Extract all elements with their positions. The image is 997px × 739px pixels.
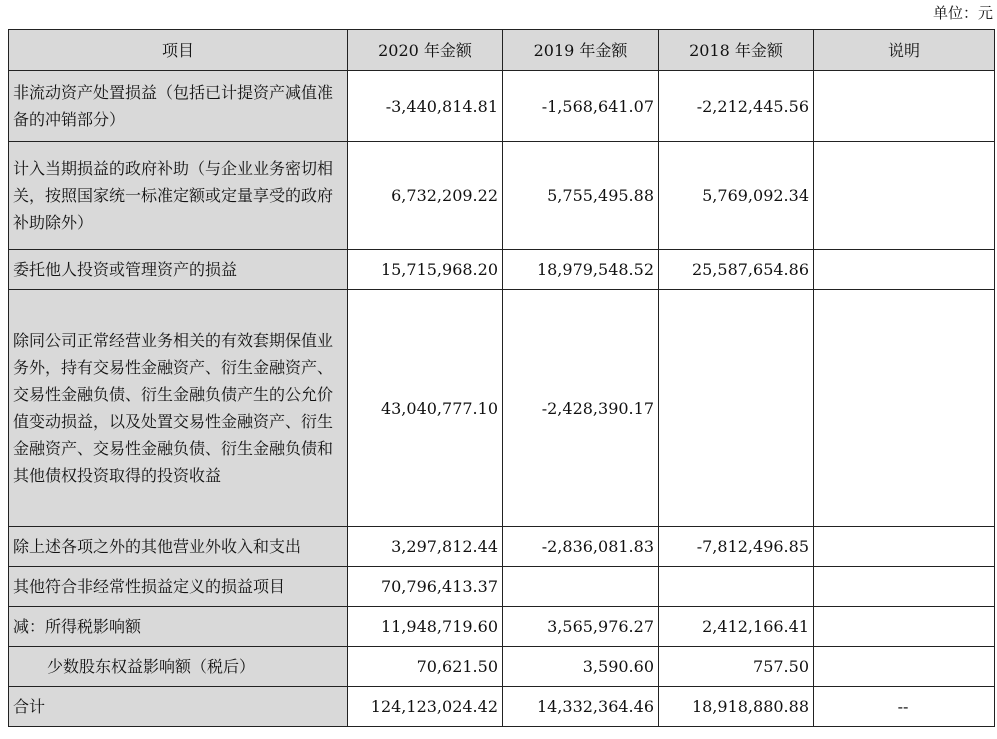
row-2019: 5,755,495.88 bbox=[503, 142, 659, 250]
row-note bbox=[814, 607, 995, 647]
row-2020: 11,948,719.60 bbox=[348, 607, 503, 647]
row-note: -- bbox=[814, 687, 995, 727]
row-2020: 70,796,413.37 bbox=[348, 567, 503, 607]
table-row bbox=[9, 567, 995, 607]
table-row bbox=[9, 607, 995, 647]
row-2018: 5,769,092.34 bbox=[659, 142, 814, 250]
row-2019: 3,590.60 bbox=[503, 647, 659, 687]
table-row bbox=[9, 647, 995, 687]
table-row-total bbox=[9, 687, 995, 727]
row-item: 委托他人投资或管理资产的损益 bbox=[9, 250, 348, 290]
row-note bbox=[814, 647, 995, 687]
row-2019: 14,332,364.46 bbox=[503, 687, 659, 727]
row-item: 除上述各项之外的其他营业外收入和支出 bbox=[9, 527, 348, 567]
row-note bbox=[814, 567, 995, 607]
row-2020: 6,732,209.22 bbox=[348, 142, 503, 250]
row-2020: 3,297,812.44 bbox=[348, 527, 503, 567]
row-2019: 3,565,976.27 bbox=[503, 607, 659, 647]
row-2020: 43,040,777.10 bbox=[348, 290, 503, 527]
unit-label: 单位：元 bbox=[932, 4, 993, 22]
row-2020: 124,123,024.42 bbox=[348, 687, 503, 727]
table-row bbox=[9, 71, 995, 142]
row-item: 合计 bbox=[9, 687, 348, 727]
row-2018: 2,412,166.41 bbox=[659, 607, 814, 647]
row-2020: -3,440,814.81 bbox=[348, 71, 503, 142]
row-2019: -2,836,081.83 bbox=[503, 527, 659, 567]
row-item: 非流动资产处置损益（包括已计提资产减值准备的冲销部分） bbox=[9, 71, 348, 142]
row-item: 少数股东权益影响额（税后） bbox=[9, 647, 348, 687]
row-2018 bbox=[659, 567, 814, 607]
table-row bbox=[9, 142, 995, 250]
row-item: 除同公司正常经营业务相关的有效套期保值业务外，持有交易性金融资产、衍生金融资产、交易性金融负债、衍生金融负债产生的公允价值变动损益，以及处置交易性金融资产、衍生金融资产、交易性金融负债、衍生金融负债和其他债权投资取得的投资收益 bbox=[9, 290, 348, 527]
row-2020: 70,621.50 bbox=[348, 647, 503, 687]
table-row bbox=[9, 527, 995, 567]
header-2019: 2019 年金额 bbox=[503, 30, 659, 71]
row-note bbox=[814, 71, 995, 142]
row-2018: -7,812,496.85 bbox=[659, 527, 814, 567]
row-2018: -2,212,445.56 bbox=[659, 71, 814, 142]
header-note: 说明 bbox=[814, 30, 995, 71]
row-2019 bbox=[503, 567, 659, 607]
row-note bbox=[814, 250, 995, 290]
row-2019: 18,979,548.52 bbox=[503, 250, 659, 290]
row-2018: 25,587,654.86 bbox=[659, 250, 814, 290]
table-row bbox=[9, 290, 995, 527]
row-2019: -1,568,641.07 bbox=[503, 71, 659, 142]
row-2019: -2,428,390.17 bbox=[503, 290, 659, 527]
row-2020: 15,715,968.20 bbox=[348, 250, 503, 290]
row-note bbox=[814, 527, 995, 567]
row-note bbox=[814, 142, 995, 250]
row-note bbox=[814, 290, 995, 527]
row-item: 其他符合非经常性损益定义的损益项目 bbox=[9, 567, 348, 607]
row-item: 减：所得税影响额 bbox=[9, 607, 348, 647]
table-row bbox=[9, 250, 995, 290]
non-recurring-gains-table bbox=[8, 29, 995, 727]
row-2018: 18,918,880.88 bbox=[659, 687, 814, 727]
header-2018: 2018 年金额 bbox=[659, 30, 814, 71]
row-item: 计入当期损益的政府补助（与企业业务密切相关，按照国家统一标准定额或定量享受的政府补助除外） bbox=[9, 142, 348, 250]
row-2018 bbox=[659, 290, 814, 527]
header-2020: 2020 年金额 bbox=[348, 30, 503, 71]
row-2018: 757.50 bbox=[659, 647, 814, 687]
table-header-row bbox=[9, 30, 995, 71]
header-item: 项目 bbox=[9, 30, 348, 71]
